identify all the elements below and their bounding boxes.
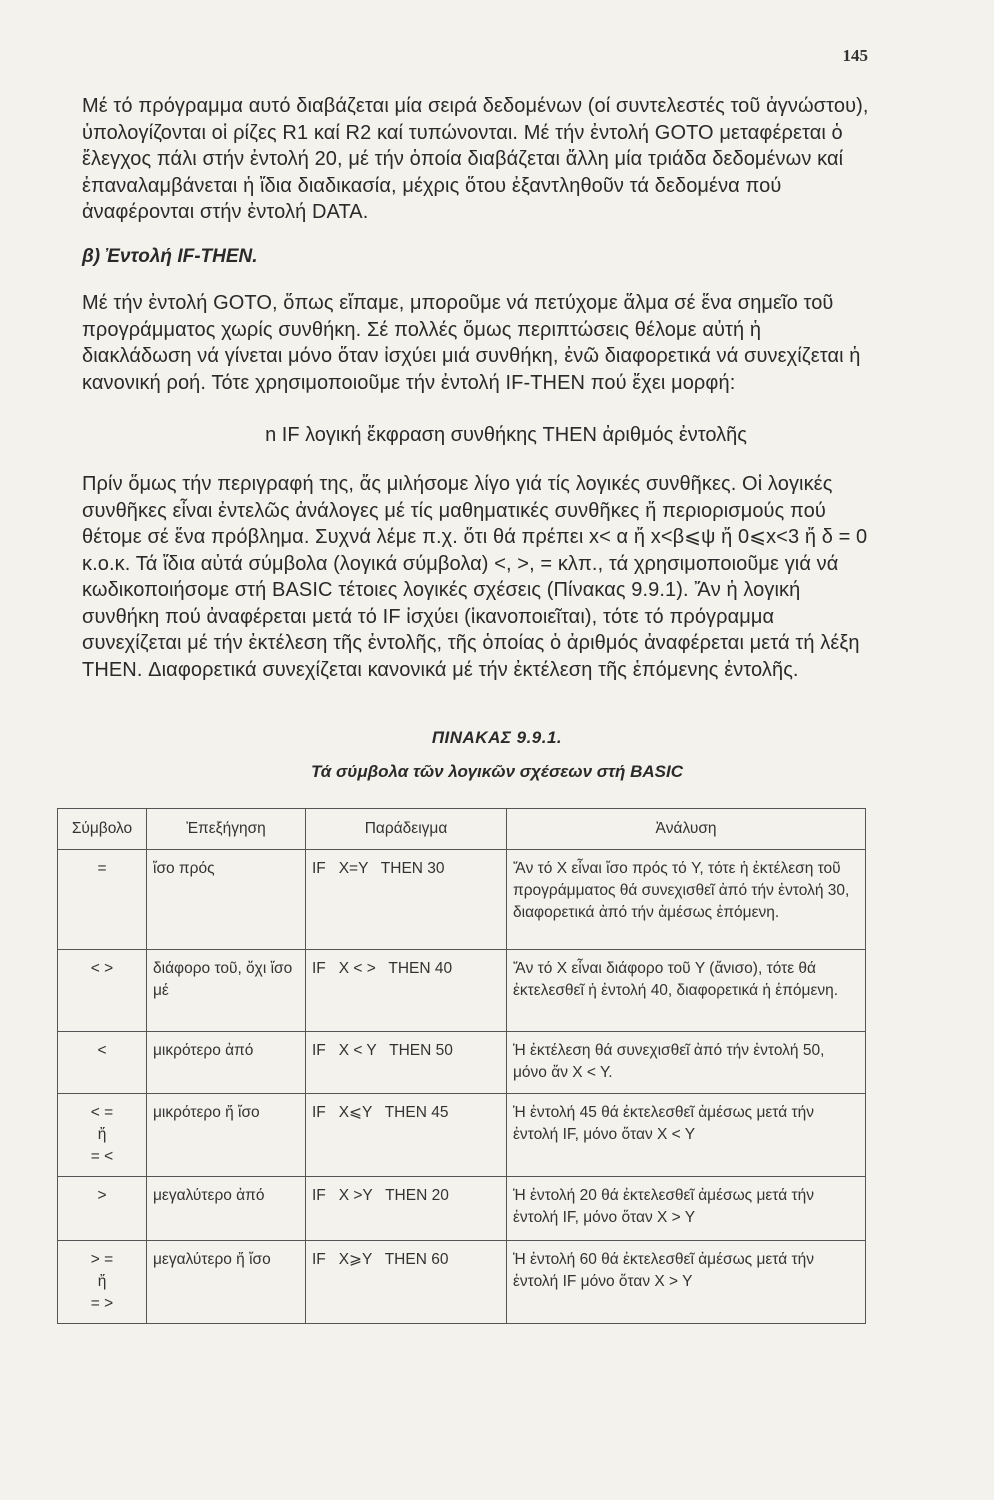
section-heading-if-then: β) Ἐντολή IF-THEN. <box>82 246 258 267</box>
symbol-text: ἤ <box>97 1126 107 1143</box>
explanation-cell: διάφορο τοῦ, ὄχι ἴσο μέ <box>147 950 306 1032</box>
table-row <box>58 850 866 950</box>
table-row <box>58 950 866 1032</box>
symbol-text: = <box>97 860 107 877</box>
header-example: Παράδειγμα <box>306 809 507 850</box>
analysis-cell: Ἄν τό X εἶναι ἴσο πρός τό Y, τότε ἡ ἐκτέλεση τοῦ προγράμματος θά συνεχισθεῖ ἀπό τήν ἐντολή 30, διαφορετικά ἀπό τήν ἀμέσως ἑπόμενη. <box>507 850 866 950</box>
example-cell: IF X < Y THEN 50 <box>306 1032 507 1094</box>
header-symbol: Σύμβολο <box>58 809 147 850</box>
table-row <box>58 1032 866 1094</box>
explanation-cell: μεγαλύτερο ἤ ἴσο <box>147 1241 306 1324</box>
paragraph-program-description <box>82 93 872 226</box>
paragraph-text: Πρίν ὅμως τήν περιγραφή της, ἄς μιλήσομε λίγο γιά τίς λογικές συνθῆκες. Οἱ λογικές συνθῆκες εἶναι ἐντελῶς ἀνάλογες μέ τίς μαθηματικές συνθῆκες ἤ περιορισμούς πού θέτομε σέ ἕνα πρόβλημα. Συχνά λέμε π.χ. ὅτι θά πρέπει x< α ἤ x<β⩽ψ ἤ 0⩽x<3 ἤ δ = 0 κ.ο.κ. Τά ἴδια αὐτά σύμβολα (λογικά σύμβολα) <, >, = κλπ., τά χρησιμοποιοῦμε γιά νά κωδικοποιήσομε στή BASIC τέτοιες λογικές σχέσεις (Πίνακας 9.9.1). Ἄν ἡ λογική συνθήκη πού ἀναφέρεται μετά τό IF ἰσχύει (ἱκανοποιεῖται), τότε τό πρόγραμμα συνεχίζεται μέ τήν ἐκτέλεση τῆς ἐντολῆς, τῆς ὁποίας ὁ ἀριθμός ἀναφέρεται μετά τή λέξη THEN. Διαφορετικά συνεχίζεται κανονικά μέ τήν ἐκτέλεση τῆς ἑπόμενης ἐντολῆς. <box>82 473 868 681</box>
analysis-cell: Ἄν τό X εἶναι διάφορο τοῦ Y (ἄνισο), τότε θά ἐκτελεσθεῖ ἡ ἐντολή 40, διαφορετικά ἡ ἑπόμενη. <box>507 950 866 1032</box>
page-number: 145 <box>842 46 868 65</box>
paragraph-text: Μέ τήν ἐντολή GOTO, ὅπως εἴπαμε, μποροῦμε νά πετύχομε ἅλμα σέ ἕνα σημεῖο τοῦ προγράμματος χωρίς συνθήκη. Σέ πολλές ὅμως περιπτώσεις θέλομε αὐτή ἡ διακλάδωση νά γίνεται μόνο ὅταν ἰσχύει μιά συνθήκη, ἐνῶ διαφορετικά νά συνεχίζεται ἡ κανονική ροή. Τότε χρησιμοποιοῦμε τήν ἐντολή IF-THEN πού ἔχει μορφή: <box>82 292 861 394</box>
table-row <box>58 1094 866 1177</box>
symbol-cell <box>58 1177 147 1241</box>
explanation-cell: ἴσο πρός <box>147 850 306 950</box>
table-row <box>58 1241 866 1324</box>
symbol-text: = > <box>90 1295 114 1312</box>
symbol-text: < = <box>90 1104 114 1121</box>
analysis-cell: Ἡ ἐντολή 60 θά ἐκτελεσθεῖ ἀμέσως μετά τήν ἐντολή IF μόνο ὅταν X > Y <box>507 1241 866 1324</box>
paragraph-if-then-intro <box>82 290 872 396</box>
symbol-cell <box>58 950 147 1032</box>
explanation-cell: μεγαλύτερο ἀπό <box>147 1177 306 1241</box>
example-cell: IF X⩽Y THEN 45 <box>306 1094 507 1177</box>
symbol-cell <box>58 1032 147 1094</box>
header-explanation: Ἐπεξήγηση <box>147 809 306 850</box>
example-cell: IF X=Y THEN 30 <box>306 850 507 950</box>
header-analysis: Ἀνάλυση <box>507 809 866 850</box>
example-cell: IF X⩾Y THEN 60 <box>306 1241 507 1324</box>
symbol-text: > = <box>90 1251 114 1268</box>
table-header-row <box>58 809 866 850</box>
example-cell: IF X >Y THEN 20 <box>306 1177 507 1241</box>
analysis-cell: Ἡ ἐκτέλεση θά συνεχισθεῖ ἀπό τήν ἐντολή 50, μόνο ἄν X < Y. <box>507 1032 866 1094</box>
symbol-text: = < <box>90 1148 114 1165</box>
symbol-text: ἤ <box>97 1273 107 1290</box>
symbol-text: > <box>97 1187 107 1204</box>
table-row <box>58 1177 866 1241</box>
if-then-syntax-formula: n IF λογική ἔκφραση συνθήκης THEN ἀριθμός ἐντολῆς <box>265 424 747 446</box>
symbol-cell <box>58 850 147 950</box>
paragraph-logical-conditions <box>82 471 872 683</box>
logical-symbols-table <box>57 808 866 1324</box>
symbol-text: < <box>97 1042 107 1059</box>
explanation-cell: μικρότερο ἤ ἴσο <box>147 1094 306 1177</box>
symbol-cell <box>58 1241 147 1324</box>
paragraph-text: Μέ τό πρόγραμμα αυτό διαβάζεται μία σειρά δεδομένων (οί συντελεστές τοῦ ἀγνώστου), ὑπολογίζονται οἱ ρίζες R1 καί R2 καί τυπώνονται. Μέ τήν ἐντολή GOTO μεταφέρεται ὁ ἔλεγχος πάλι στήν ἐντολή 20, μέ τήν ὁποία διαβάζεται ἄλλη μία τριάδα δεδομένων καί ἐπαναλαμβάνεται ἡ ἴδια διαδικασία, μέχρις ὅτου ἐξαντληθοῦν τά δεδομένα πού ἀναφέρονται στήν ἐντολή DATA. <box>82 95 869 223</box>
symbol-cell <box>58 1094 147 1177</box>
table-caption: Τά σύμβολα τῶν λογικῶν σχέσεων στή BASIC <box>310 762 684 781</box>
example-cell: IF X < > THEN 40 <box>306 950 507 1032</box>
symbol-text: < > <box>90 960 114 977</box>
table-title: ΠΙΝΑΚΑΣ 9.9.1. <box>431 728 563 747</box>
analysis-cell: Ἡ ἐντολή 45 θά ἐκτελεσθεῖ ἀμέσως μετά τήν ἐντολή IF, μόνο ὅταν X < Y <box>507 1094 866 1177</box>
analysis-cell: Ἡ ἐντολή 20 θά ἐκτελεσθεῖ ἀμέσως μετά τήν ἐντολή IF, μόνο ὅταν X > Y <box>507 1177 866 1241</box>
explanation-cell: μικρότερο ἀπό <box>147 1032 306 1094</box>
